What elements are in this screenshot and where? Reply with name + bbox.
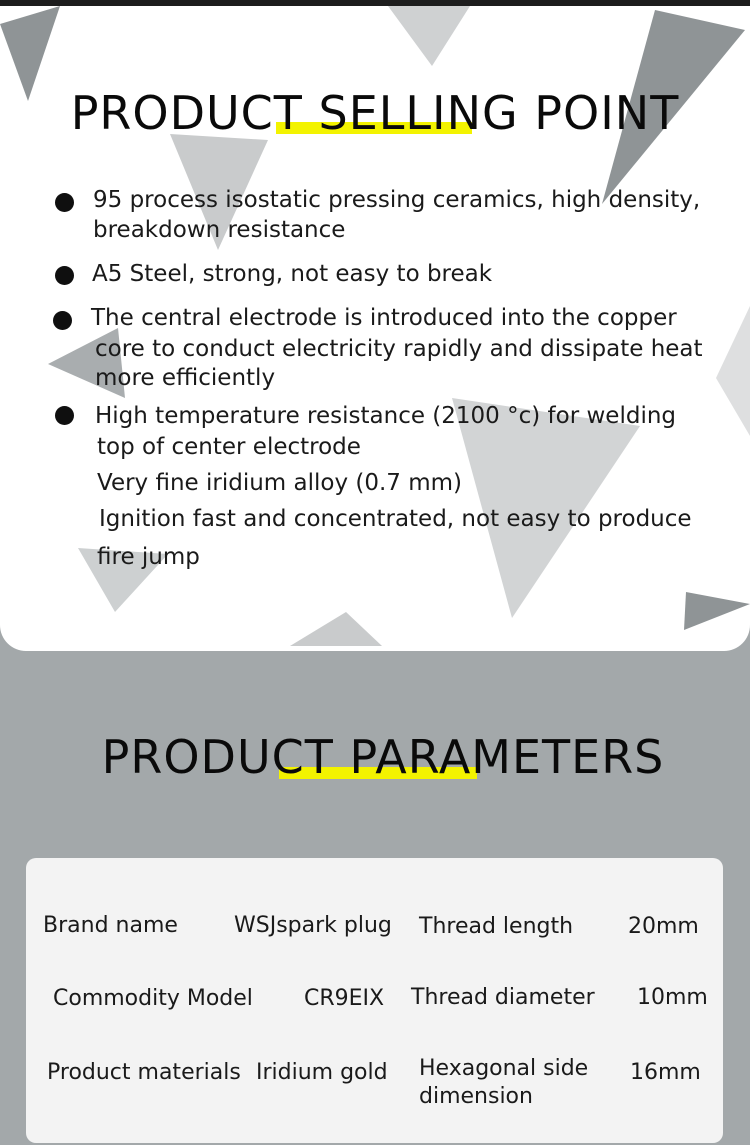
point-1-line-2: breakdown resistance [93, 217, 346, 243]
param-label-thread-length: Thread length [419, 914, 574, 939]
param-label-thread-diameter: Thread diameter [411, 985, 595, 1010]
point-3-line-1: The central electrode is introduced into the copper [91, 305, 677, 331]
point-3-line-3: more efficiently [95, 365, 276, 391]
point-1-line-1: 95 process isostatic pressing ceramics, high density, [93, 187, 701, 213]
param-label-product-materials: Product materials [47, 1060, 241, 1085]
param-value-thread-length: 20mm [628, 914, 699, 939]
param-label-commodity-model: Commodity Model [53, 986, 253, 1011]
param-value-product-materials: Iridium gold [256, 1060, 388, 1085]
selling-point-card [0, 6, 750, 651]
point-4-line-5: fire jump [97, 544, 200, 570]
param-label-hexagonal-side-line-1: Hexagonal side [419, 1056, 589, 1081]
bullet-icon [55, 266, 74, 285]
point-4-line-1: High temperature resistance (2100 °c) for welding [95, 403, 677, 429]
point-3-line-2: core to conduct electricity rapidly and dissipate heat [95, 336, 703, 362]
selling-point-title: PRODUCT SELLING POINT [70, 86, 680, 140]
param-value-hexagonal-side: 16mm [630, 1060, 701, 1085]
param-label-brand-name: Brand name [43, 913, 178, 938]
point-4-line-2: top of center electrode [97, 434, 361, 460]
param-value-commodity-model: CR9EIX [304, 986, 385, 1011]
parameters-table [26, 858, 723, 1143]
parameters-title: PRODUCT PARAMETERS [101, 730, 665, 784]
param-value-brand-name: WSJspark plug [234, 913, 392, 938]
point-2-line-1: A5 Steel, strong, not easy to break [92, 261, 493, 287]
param-label-hexagonal-side-line-2: dimension [419, 1084, 533, 1109]
bullet-icon [55, 193, 74, 212]
param-value-thread-diameter: 10mm [637, 985, 708, 1010]
point-4-line-3: Very fine iridium alloy (0.7 mm) [97, 470, 463, 496]
bullet-icon [53, 311, 72, 330]
point-4-line-4: Ignition fast and concentrated, not easy to produce [99, 506, 692, 532]
bullet-icon [55, 406, 74, 425]
